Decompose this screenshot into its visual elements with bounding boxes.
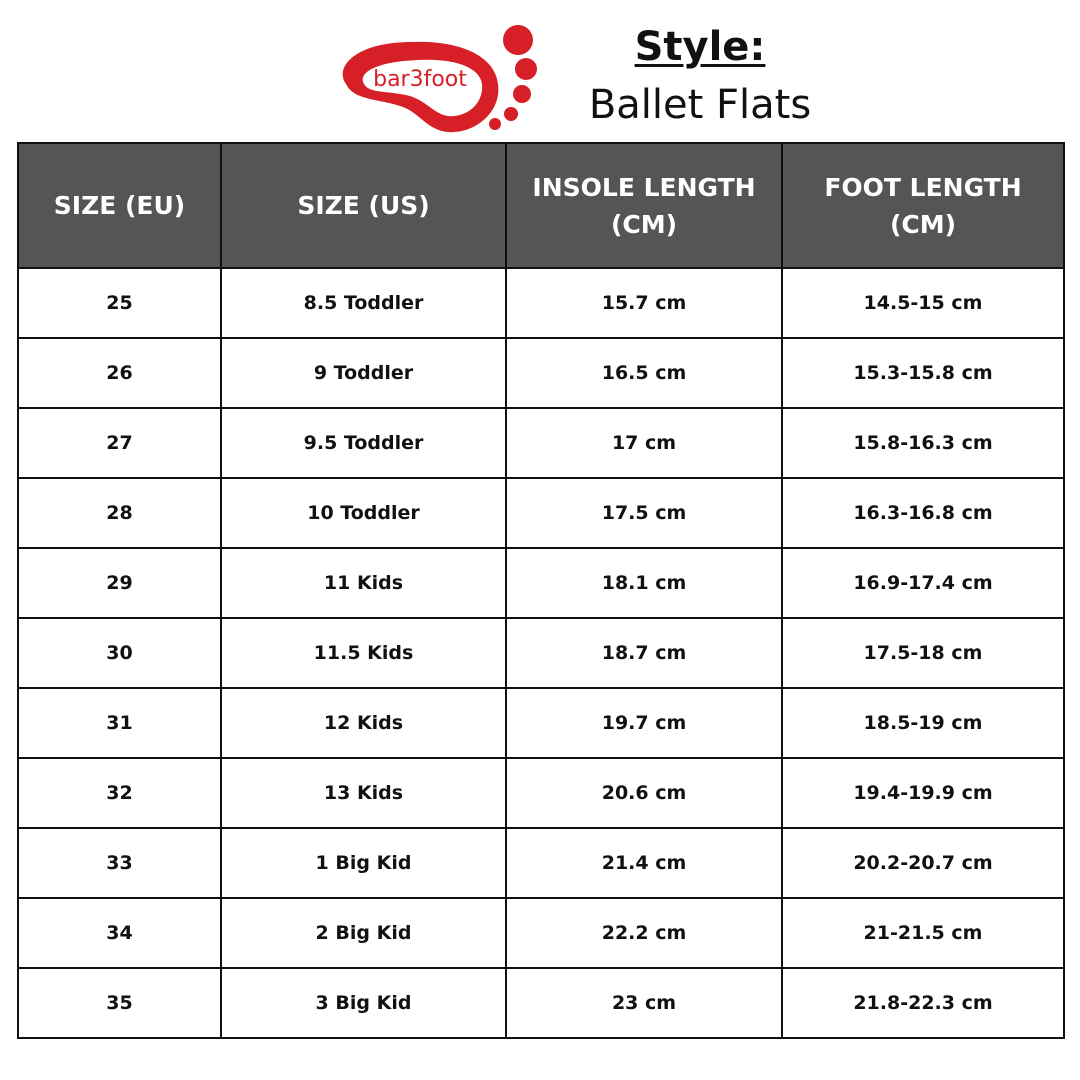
table-row	[18, 758, 1064, 828]
size-eu-cell: 27	[18, 408, 221, 478]
insole-length-cell: 19.7 cm	[506, 688, 782, 758]
table-row	[18, 548, 1064, 618]
size-eu-cell: 32	[18, 758, 221, 828]
style-info	[560, 18, 840, 134]
table-body	[18, 268, 1064, 1038]
foot-length-cell: 14.5-15 cm	[782, 268, 1064, 338]
insole-length-cell: 16.5 cm	[506, 338, 782, 408]
size-us-cell: 9.5 Toddler	[221, 408, 506, 478]
size-us-cell: 8.5 Toddler	[221, 268, 506, 338]
size-us-cell: 11.5 Kids	[221, 618, 506, 688]
size-eu-cell: 33	[18, 828, 221, 898]
brand-logo	[330, 18, 545, 138]
table-row	[18, 268, 1064, 338]
header-row	[18, 143, 1064, 268]
foot-length-cell: 19.4-19.9 cm	[782, 758, 1064, 828]
table-row	[18, 898, 1064, 968]
table-header	[18, 143, 1064, 268]
size-us-cell: 9 Toddler	[221, 338, 506, 408]
size-eu-cell: 31	[18, 688, 221, 758]
table-row	[18, 688, 1064, 758]
size-eu-cell: 30	[18, 618, 221, 688]
logo-wordmark: bar3foot	[373, 67, 467, 92]
header-label-line: INSOLE LENGTH	[532, 172, 756, 202]
foot-length-cell: 15.8-16.3 cm	[782, 408, 1064, 478]
header-label-line: SIZE (US)	[297, 191, 430, 220]
size-us-header	[221, 143, 506, 268]
style-heading: Style:	[634, 24, 766, 70]
table-row	[18, 478, 1064, 548]
foot-length-cell: 16.3-16.8 cm	[782, 478, 1064, 548]
style-value: Ballet Flats	[588, 82, 812, 128]
insole-length-cell: 18.7 cm	[506, 618, 782, 688]
size-eu-cell: 34	[18, 898, 221, 968]
insole-length-cell: 18.1 cm	[506, 548, 782, 618]
header-label-line: FOOT LENGTH	[824, 172, 1022, 202]
foot-length-cell: 15.3-15.8 cm	[782, 338, 1064, 408]
size-us-cell: 1 Big Kid	[221, 828, 506, 898]
table-row	[18, 828, 1064, 898]
size-eu-cell: 35	[18, 968, 221, 1038]
size-us-cell: 12 Kids	[221, 688, 506, 758]
size-us-cell: 2 Big Kid	[221, 898, 506, 968]
foot-length-cell: 21-21.5 cm	[782, 898, 1064, 968]
insole-length-cell: 15.7 cm	[506, 268, 782, 338]
table-row	[18, 338, 1064, 408]
insole-length-cell: 22.2 cm	[506, 898, 782, 968]
size-eu-cell: 28	[18, 478, 221, 548]
header-label-line: (CM)	[889, 209, 957, 239]
size-us-cell: 13 Kids	[221, 758, 506, 828]
size-eu-cell: 26	[18, 338, 221, 408]
size-us-cell: 11 Kids	[221, 548, 506, 618]
size-eu-header	[18, 143, 221, 268]
table-row	[18, 408, 1064, 478]
insole-length-header	[506, 143, 782, 268]
header-label-line: (CM)	[610, 209, 678, 239]
size-chart-table	[17, 142, 1065, 1039]
foot-length-cell: 20.2-20.7 cm	[782, 828, 1064, 898]
table-row	[18, 968, 1064, 1038]
table-row	[18, 618, 1064, 688]
size-us-cell: 10 Toddler	[221, 478, 506, 548]
size-us-cell: 3 Big Kid	[221, 968, 506, 1038]
footprint-logo-icon	[330, 18, 545, 138]
header-label-line: SIZE (EU)	[53, 191, 186, 220]
foot-length-header	[782, 143, 1064, 268]
insole-length-cell: 21.4 cm	[506, 828, 782, 898]
foot-length-cell: 21.8-22.3 cm	[782, 968, 1064, 1038]
foot-length-cell: 17.5-18 cm	[782, 618, 1064, 688]
foot-length-cell: 16.9-17.4 cm	[782, 548, 1064, 618]
foot-length-cell: 18.5-19 cm	[782, 688, 1064, 758]
size-eu-cell: 29	[18, 548, 221, 618]
size-eu-cell: 25	[18, 268, 221, 338]
insole-length-cell: 17.5 cm	[506, 478, 782, 548]
insole-length-cell: 23 cm	[506, 968, 782, 1038]
insole-length-cell: 17 cm	[506, 408, 782, 478]
insole-length-cell: 20.6 cm	[506, 758, 782, 828]
